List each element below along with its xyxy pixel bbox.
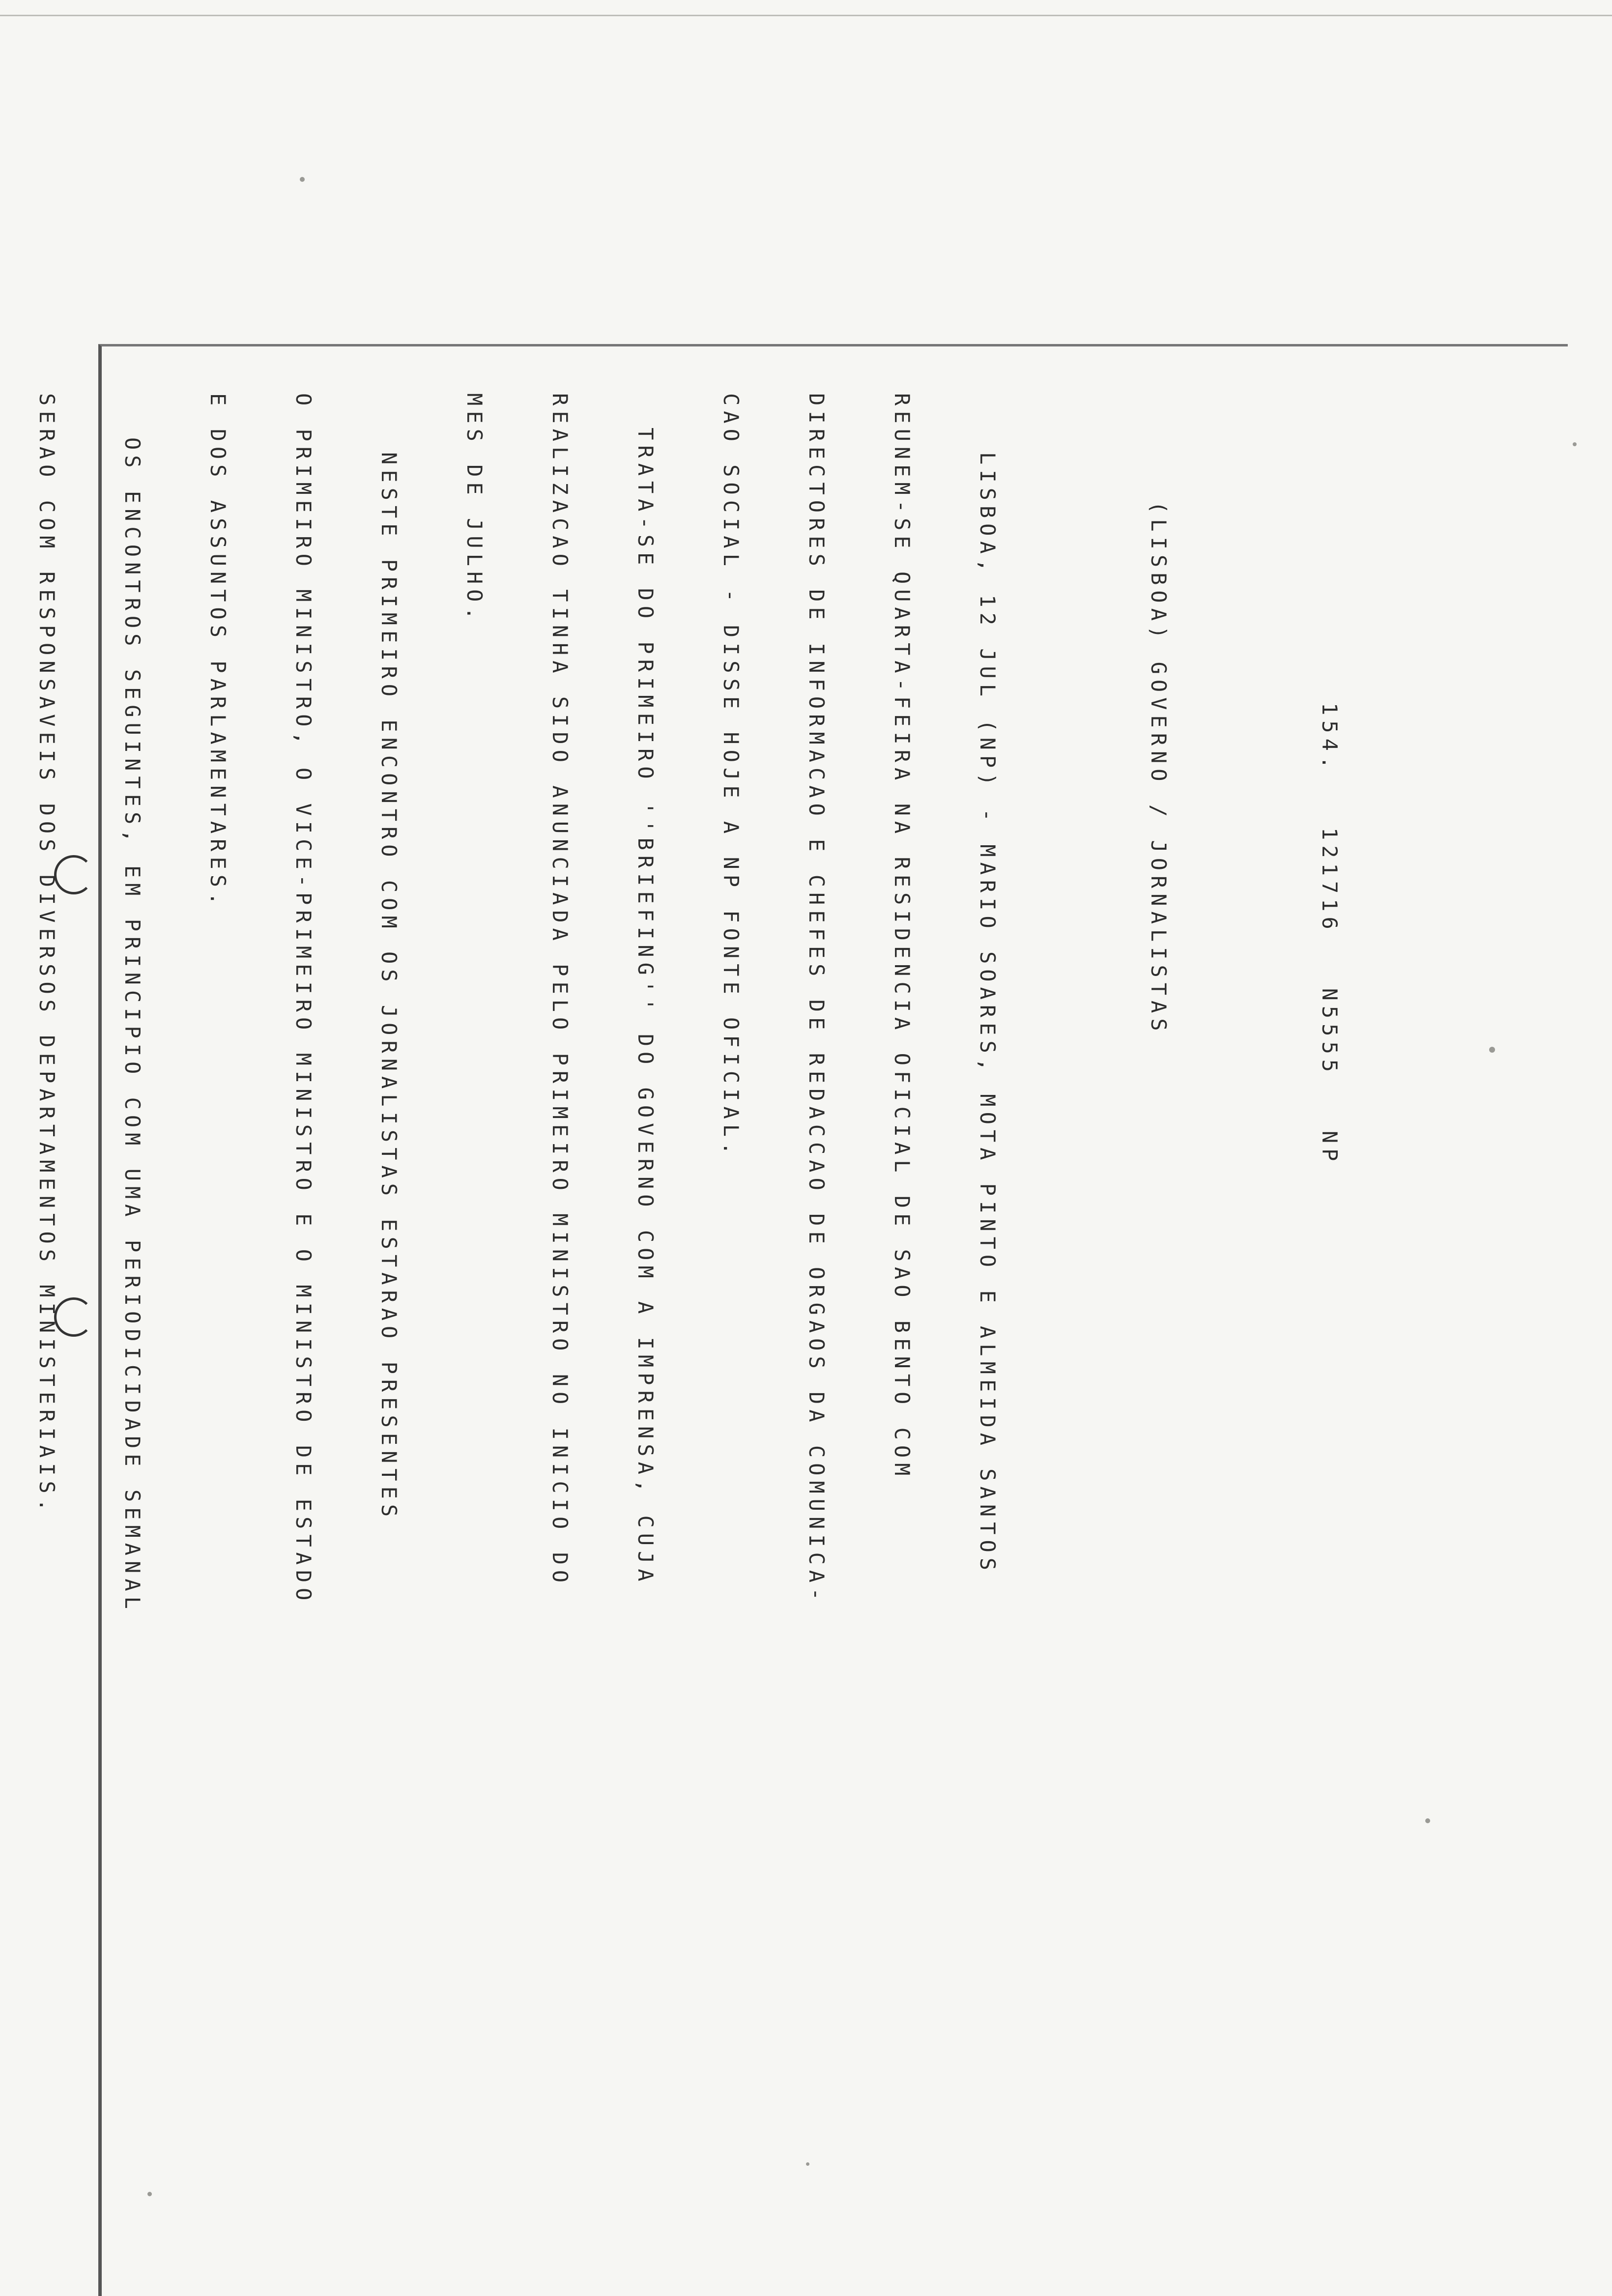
reference-code: N5555: [1318, 988, 1342, 1078]
date-code: 121716: [1318, 828, 1342, 935]
message-number: 154.: [1318, 703, 1342, 775]
telex-text-block: [0, 393, 1401, 1867]
top-edge-border: [0, 0, 1612, 16]
body-line: MES DE JULHO.: [462, 393, 487, 625]
body-line: CAO SOCIAL - DISSE HOJE A NP FONTE OFICIAL.: [719, 393, 743, 1160]
slug-line: (LISBOA) GOVERNO / JORNALISTAS: [1147, 501, 1171, 1036]
agency-code: NP: [1318, 1130, 1342, 1167]
body-line: NESTE PRIMEIRO ENCONTRO COM OS JORNALISTAS ESTARAO PRESENTES: [377, 452, 401, 1522]
message-header: [1315, 393, 1344, 1867]
body-line: E DOS ASSUNTOS PARLAMENTARES.: [206, 393, 230, 911]
body-line: REUNEM-SE QUARTA-FEIRA NA RESIDENCIA OFICIAL DE SAO BENTO COM: [890, 393, 914, 1481]
body-line: REALIZACAO TINHA SIDO ANUNCIADA PELO PRIMEIRO MINISTRO NO INICIO DO: [548, 393, 572, 1588]
body-line: LISBOA, 12 JUL (NP) - MARIO SOARES, MOTA PINTO E ALMEIDA SANTOS: [976, 452, 1000, 1576]
body-line: O PRIMEIRO MINISTRO, O VICE-PRIMEIRO MINISTRO E O MINISTRO DE ESTADO: [291, 393, 316, 1606]
speck: [300, 177, 305, 182]
body-line: DIRECTORES DE INFORMACAO E CHEFES DE REDACCAO DE ORGAOS DA COMUNICA-: [805, 393, 829, 1606]
body-line: SERAO COM RESPONSAVEIS DOS DIVERSOS DEPARTAMENTOS MINISTERIAIS.: [35, 393, 59, 1517]
body-line: TRATA-SE DO PRIMEIRO ''BRIEFING'' DO GOVERNO COM A IMPRENSA, CUJA: [633, 428, 658, 1587]
speck: [1573, 442, 1577, 446]
body-line: OS ENCONTROS SEGUINTES, EM PRINCIPIO COM UMA PERIODICIDADE SEMANAL: [120, 437, 144, 1614]
